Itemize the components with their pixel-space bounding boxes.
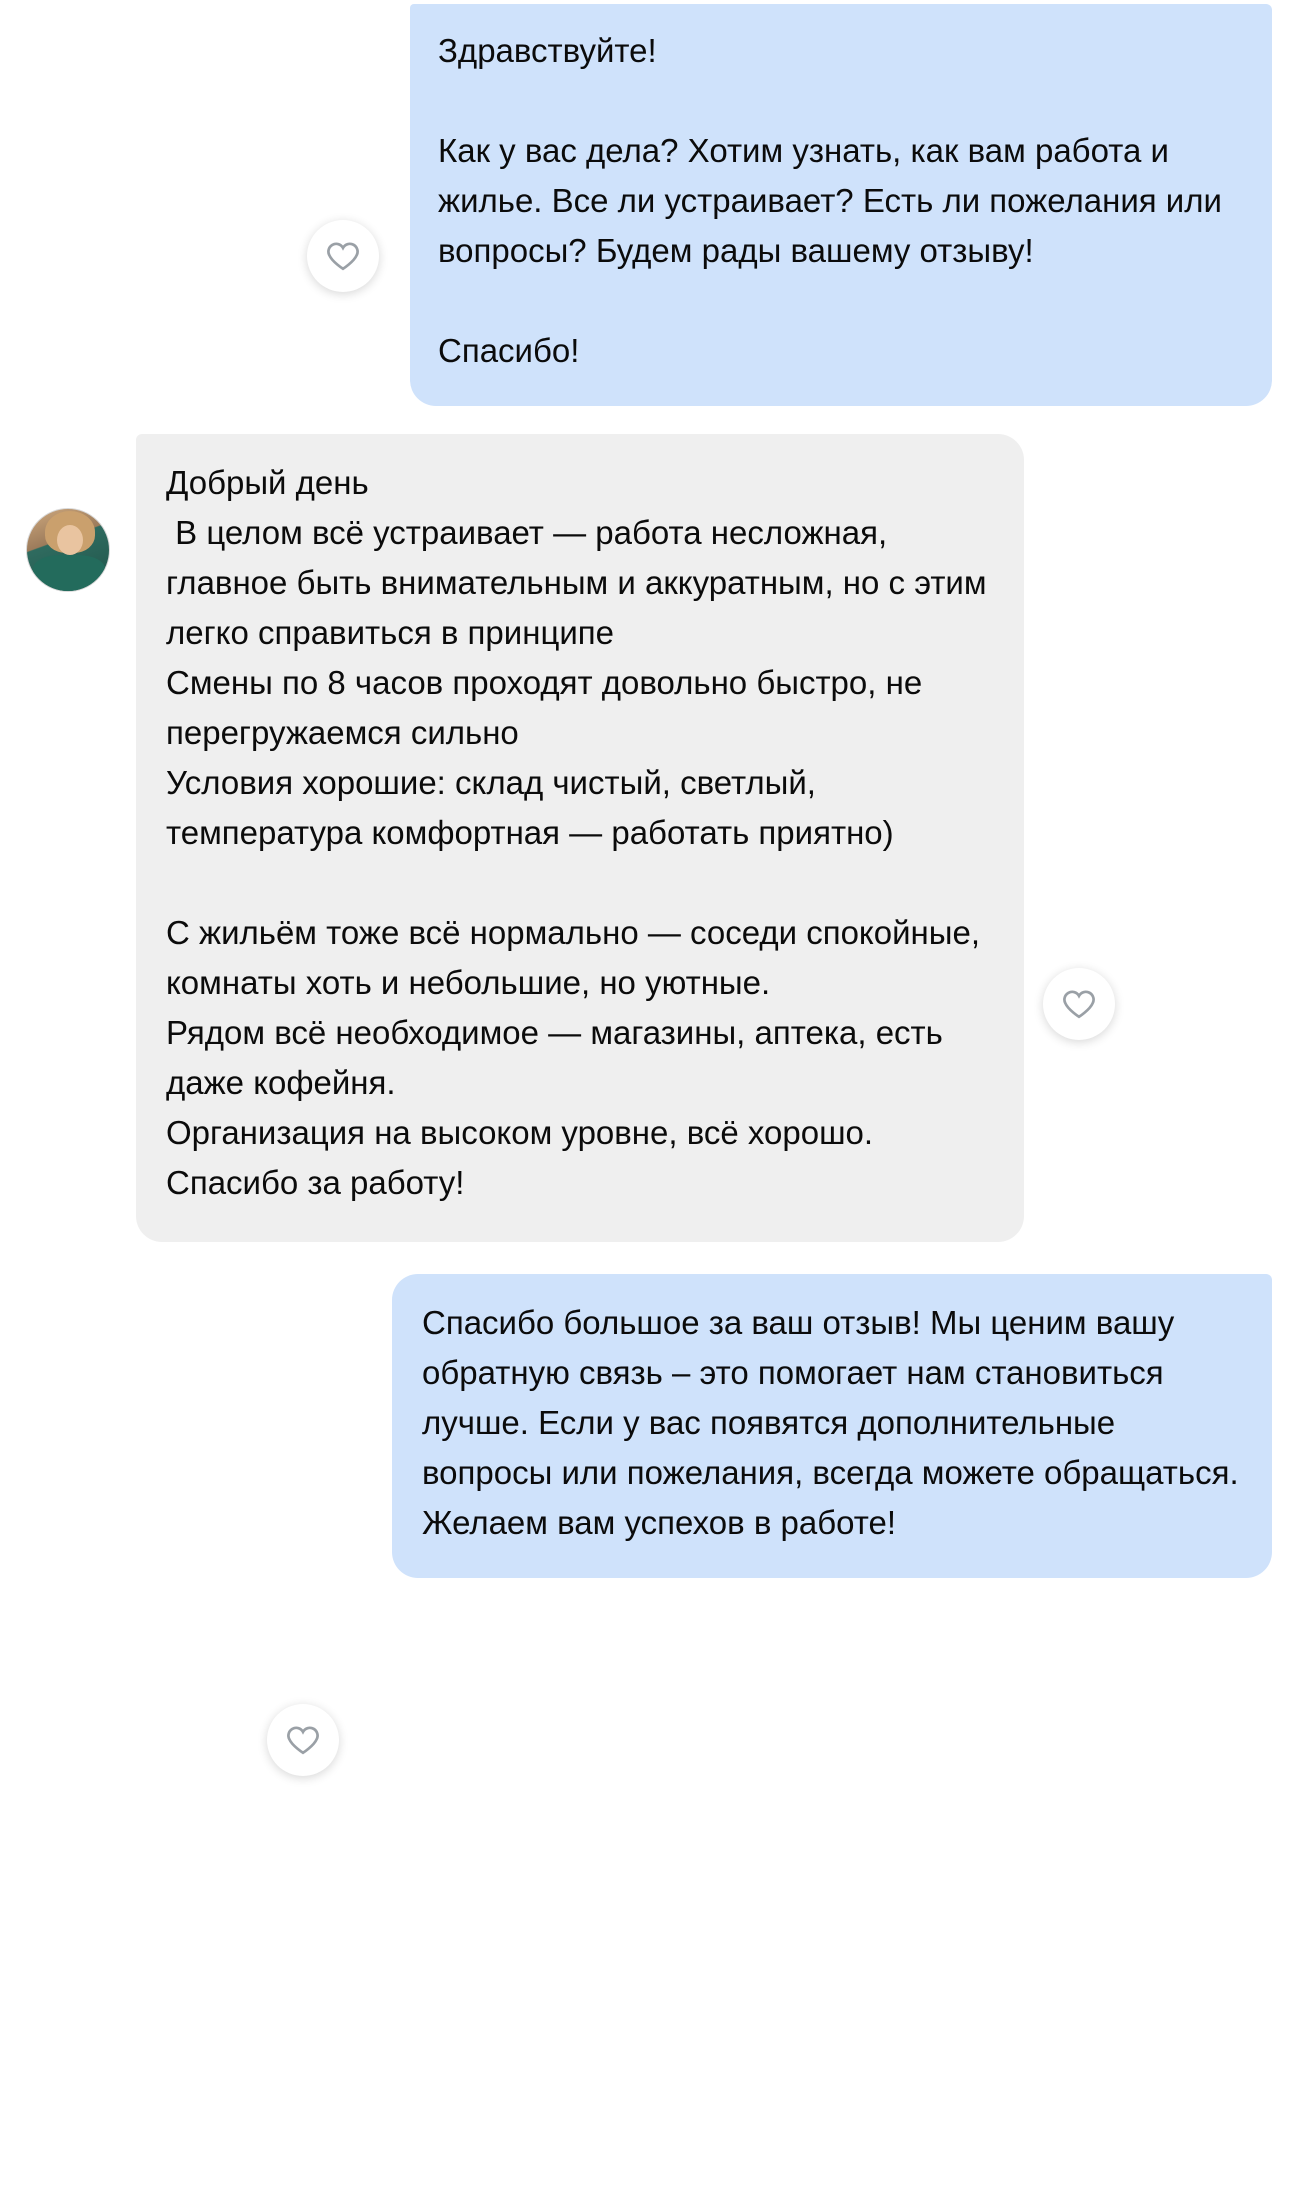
message-row-outgoing-1 (0, 0, 1290, 406)
heart-icon[interactable] (267, 1704, 339, 1776)
message-row-outgoing-2 (0, 1242, 1290, 1578)
message-row-incoming-1 (0, 406, 1290, 1242)
avatar[interactable] (26, 508, 110, 592)
message-bubble-outgoing-1[interactable]: Здравствуйте! Как у вас дела? Хотим узнать, как вам работа и жилье. Все ли устраивает? Есть ли пожелания или вопросы? Будем рады вашему отзыву! Спасибо! (410, 4, 1272, 406)
avatar-body (33, 555, 105, 591)
message-bubble-outgoing-2[interactable]: Спасибо большое за ваш отзыв! Мы ценим вашу обратную связь – это помогает нам становиться лучше. Если у вас появятся дополнительные вопросы или пожелания, всегда можете обращаться. Желаем вам успехов в работе! (392, 1274, 1272, 1578)
heart-icon[interactable] (307, 220, 379, 292)
heart-icon[interactable] (1043, 968, 1115, 1040)
avatar-face (57, 525, 83, 555)
message-bubble-incoming-1[interactable]: Добрый день В целом всё устраивает — работа несложная, главное быть внимательным и аккуратным, но с этим легко справиться в принципе Смены по 8 часов проходят довольно быстро, не перегружаемся сильно Условия хорошие: склад чистый, светлый, температура комфортная — работать приятно) С жильём тоже всё нормально — соседи спокойные, комнаты хоть и небольшие, но уютные. Рядом всё необходимое — магазины, аптека, есть даже кофейня. Организация на высоком уровне, всё хорошо. Спасибо за работу! (136, 434, 1024, 1242)
